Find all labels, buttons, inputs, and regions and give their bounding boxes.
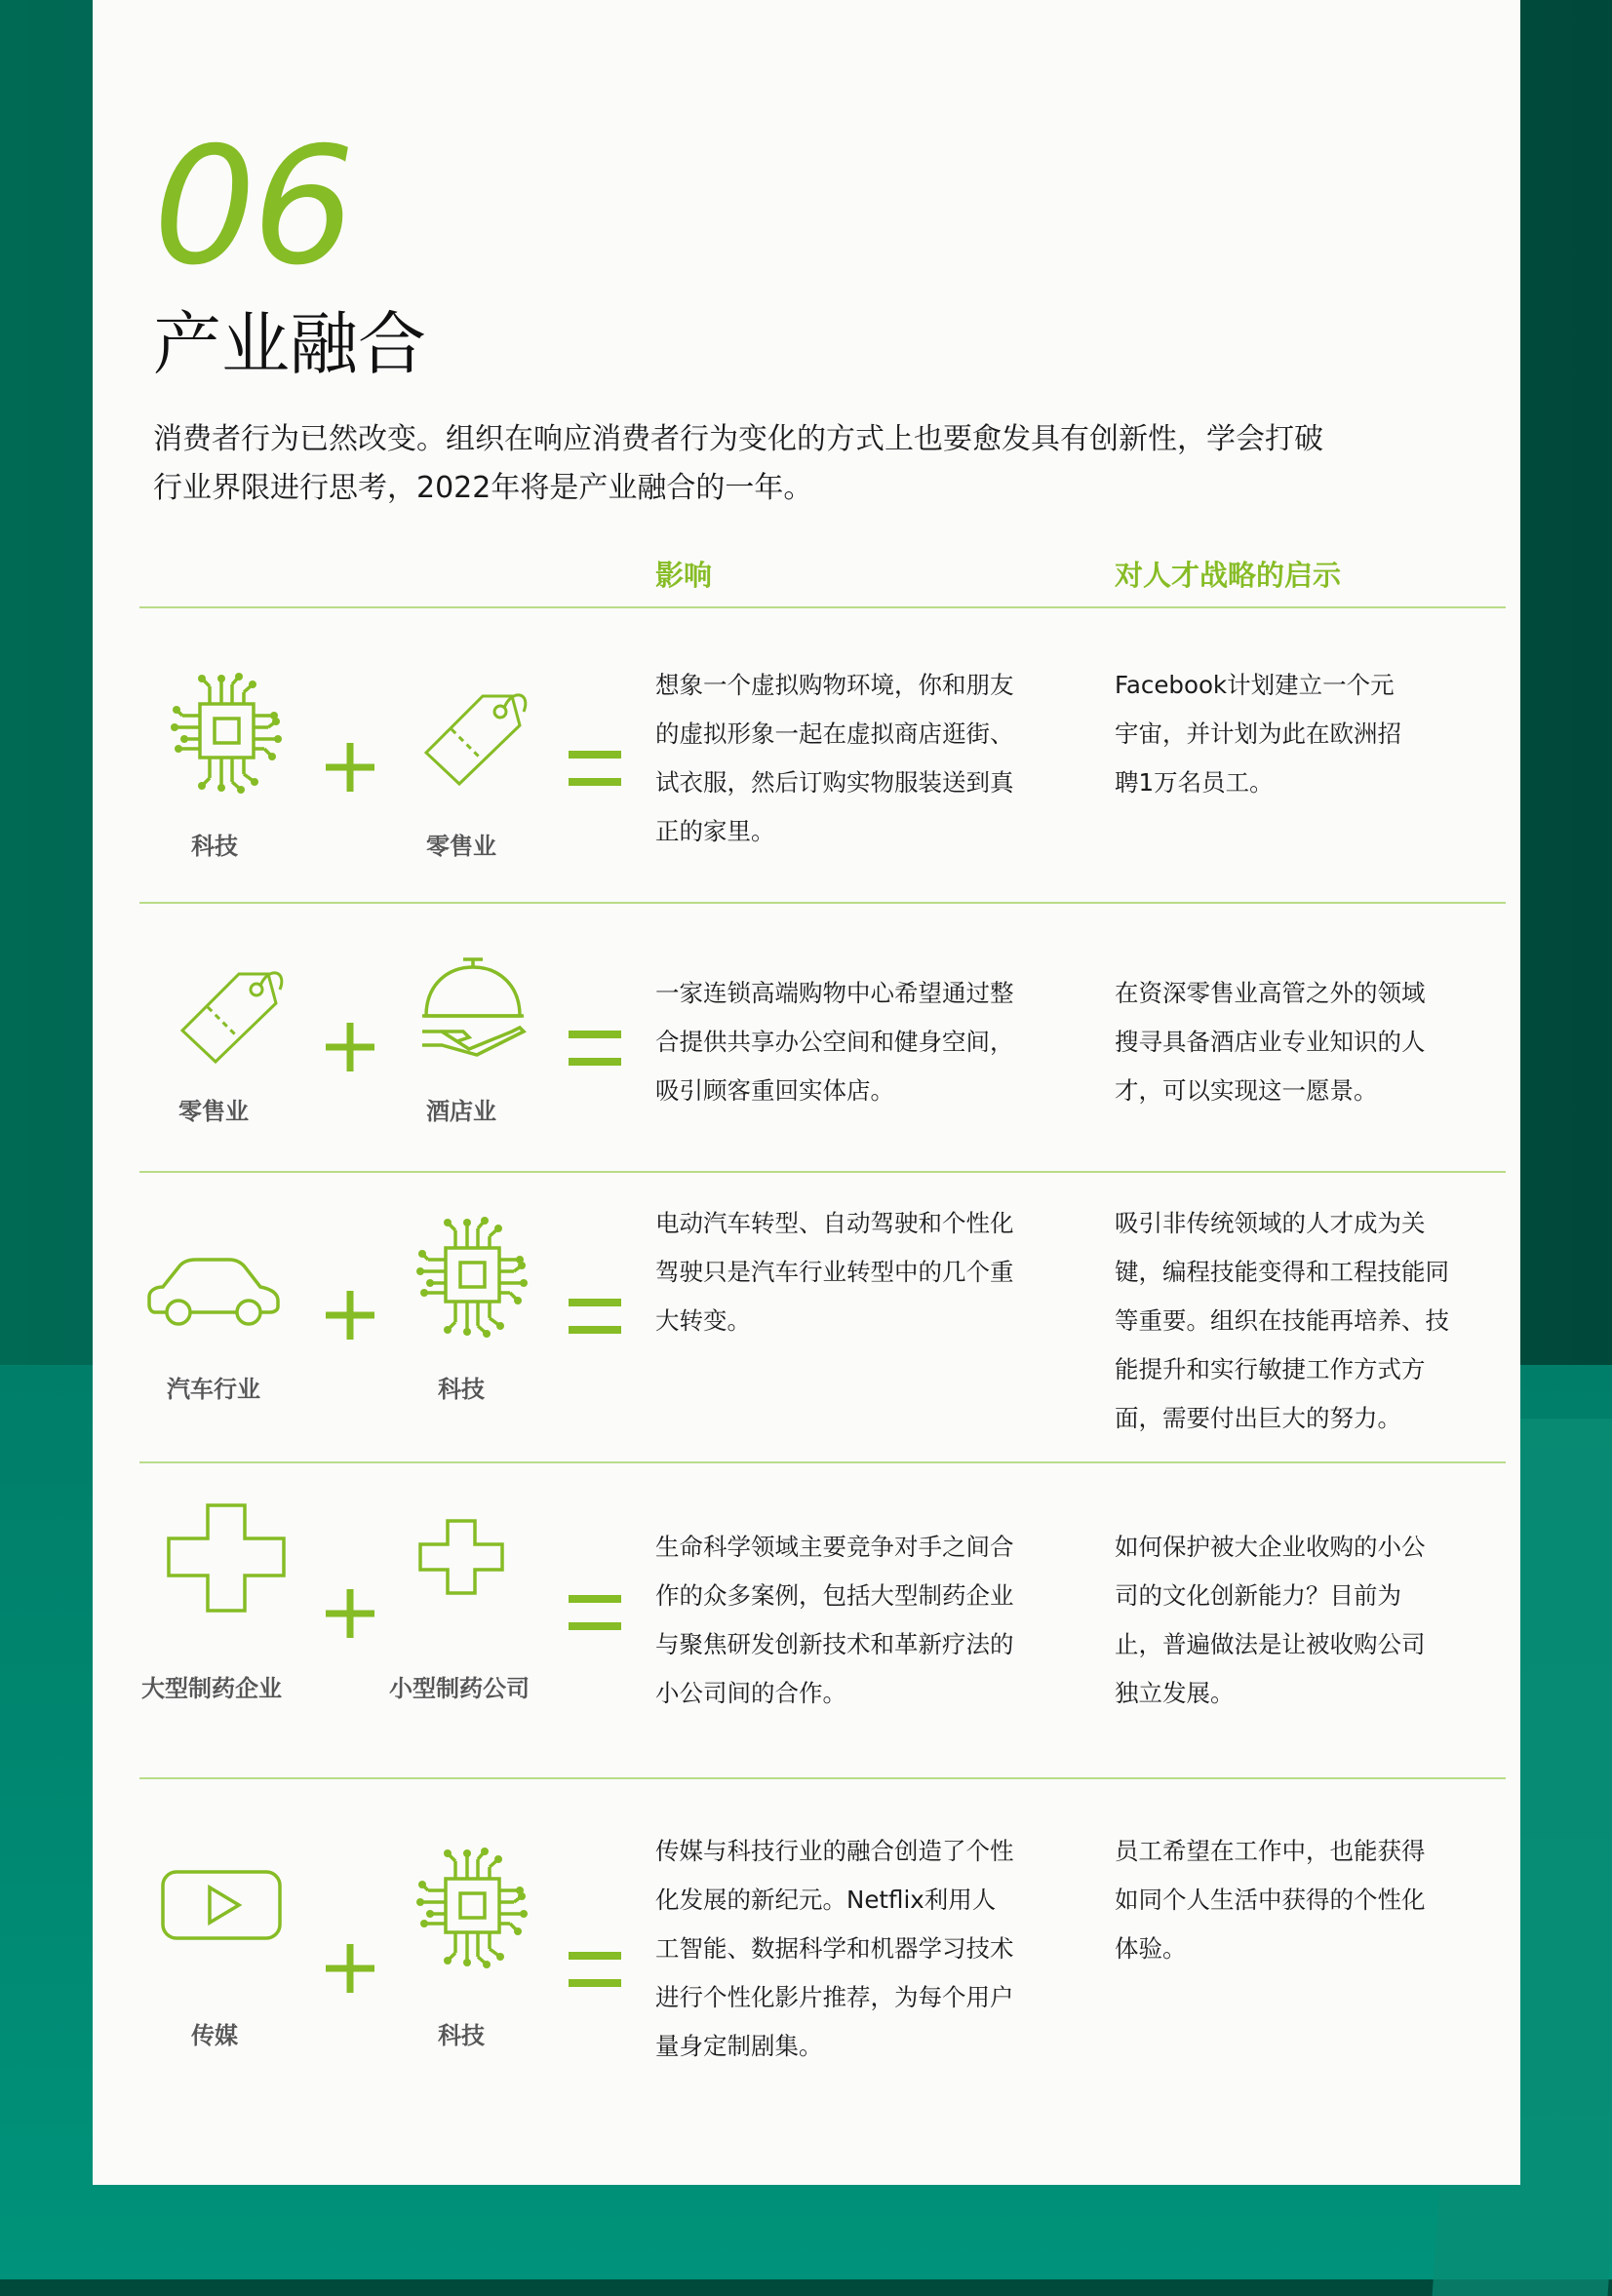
text-line: 作的众多案例，包括大型制药企业	[655, 1581, 1014, 1610]
impact-text	[655, 1827, 1014, 2071]
equals-icon	[569, 1027, 621, 1073]
text-line: 面，需要付出巨大的努力。	[1115, 1404, 1401, 1432]
industry-label: 科技	[438, 1376, 485, 1403]
equals-icon	[569, 1295, 621, 1342]
text-line: 司的文化创新能力？目前为	[1115, 1581, 1401, 1610]
text-line: 宇宙，并计划为此在欧洲招	[1115, 720, 1401, 748]
chip-icon	[416, 1848, 529, 1969]
impact-text	[655, 1523, 1014, 1718]
text-line: 的虚拟形象一起在虚拟商店逛街、	[655, 720, 1014, 748]
text-line: Facebook计划建立一个元	[1115, 671, 1395, 699]
plus-icon	[324, 741, 376, 798]
play-button-icon	[161, 1870, 282, 1940]
industry-label: 酒店业	[426, 1098, 496, 1125]
text-line: 键，编程技能变得和工程技能同	[1115, 1258, 1449, 1286]
divider	[139, 1461, 1506, 1463]
text-line: 才，可以实现这一愿景。	[1115, 1076, 1378, 1105]
intro-paragraph	[153, 415, 1421, 513]
divider	[139, 1171, 1506, 1173]
text-line: 等重要。组织在技能再培养、技	[1115, 1306, 1449, 1335]
impact-text	[655, 969, 1014, 1115]
plus-icon	[324, 1021, 376, 1077]
divider	[139, 1777, 1506, 1779]
small-cross-icon	[418, 1519, 504, 1595]
text-line: 吸引顾客重回实体店。	[655, 1076, 894, 1105]
text-line: 体验。	[1115, 1934, 1187, 1963]
talent-text	[1115, 969, 1426, 1115]
text-line: 正的家里。	[655, 817, 775, 845]
car-icon	[147, 1258, 280, 1328]
text-line: 如何保护被大企业收购的小公	[1115, 1533, 1426, 1561]
text-line: 止，普遍做法是让被收购公司	[1115, 1630, 1426, 1658]
talent-text	[1115, 661, 1401, 807]
industry-label: 零售业	[426, 833, 496, 860]
text-line: 与聚焦研发创新技术和革新疗法的	[655, 1630, 1014, 1658]
text-line: 能提升和实行敏捷工作方式方	[1115, 1355, 1426, 1383]
plus-icon	[324, 1289, 376, 1345]
industry-label: 汽车行业	[167, 1376, 260, 1403]
divider	[139, 606, 1506, 608]
large-cross-icon	[167, 1503, 286, 1613]
text-line: 员工希望在工作中，也能获得	[1115, 1837, 1426, 1865]
talent-text	[1115, 1523, 1426, 1718]
chip-icon	[171, 673, 283, 795]
industry-label: 科技	[191, 833, 238, 860]
talent-text	[1115, 1827, 1426, 1973]
text-line: 电动汽车转型、自动驾驶和个性化	[655, 1209, 1014, 1237]
intro-line: 消费者行为已然改变。组织在响应消费者行为变化的方式上也要愈发具有创新性，学会打破	[153, 422, 1323, 456]
equals-icon	[569, 1591, 621, 1638]
talent-text	[1115, 1199, 1449, 1443]
text-line: 聘1万名员工。	[1115, 768, 1274, 797]
price-tag-icon	[178, 960, 288, 1068]
column-header-impact: 影响	[655, 559, 713, 592]
divider	[139, 902, 1506, 904]
content-card	[93, 0, 1520, 2185]
section-title: 产业融合	[153, 304, 426, 384]
text-line: 驾驶只是汽车行业转型中的几个重	[655, 1258, 1014, 1286]
text-line: 一家连锁高端购物中心希望通过整	[655, 979, 1014, 1007]
text-line: 小公司间的合作。	[655, 1679, 846, 1707]
column-header-talent: 对人才战略的启示	[1115, 559, 1342, 592]
industry-label: 零售业	[178, 1098, 249, 1125]
text-line: 大转变。	[655, 1306, 751, 1335]
text-line: 传媒与科技行业的融合创造了个性	[655, 1837, 1014, 1865]
intro-line: 行业界限进行思考，2022年将是产业融合的一年。	[153, 471, 813, 505]
text-line: 量身定制剧集。	[655, 2032, 823, 2060]
impact-text	[655, 1199, 1014, 1345]
price-tag-icon	[422, 682, 531, 790]
cloche-icon	[418, 955, 528, 1061]
text-line: 搜寻具备酒店业专业知识的人	[1115, 1028, 1426, 1056]
text-line: 独立发展。	[1115, 1679, 1235, 1707]
equals-icon	[569, 1948, 621, 1995]
section-number: 06	[153, 113, 352, 301]
industry-label: 科技	[438, 2022, 485, 2049]
impact-text	[655, 661, 1014, 856]
plus-icon	[324, 1587, 376, 1644]
text-line: 试衣服，然后订购实物服装送到真	[655, 768, 1014, 797]
text-line: 想象一个虚拟购物环境，你和朋友	[655, 671, 1014, 699]
text-line: 如同个人生活中获得的个性化	[1115, 1886, 1426, 1914]
text-line: 合提供共享办公空间和健身空间，	[655, 1028, 1014, 1056]
chip-icon	[416, 1217, 529, 1339]
plus-icon	[324, 1942, 376, 1999]
text-line: 吸引非传统领域的人才成为关	[1115, 1209, 1426, 1237]
industry-label: 小型制药公司	[389, 1675, 530, 1702]
text-line: 在资深零售业高管之外的领域	[1115, 979, 1426, 1007]
industry-label: 传媒	[191, 2022, 238, 2049]
text-line: 工智能、数据科学和机器学习技术	[655, 1934, 1014, 1963]
industry-label: 大型制药企业	[141, 1675, 282, 1702]
text-line: 进行个性化影片推荐，为每个用户	[655, 1983, 1014, 2011]
text-line: 化发展的新纪元。Netflix利用人	[655, 1886, 997, 1914]
text-line: 生命科学领域主要竞争对手之间合	[655, 1533, 1014, 1561]
equals-icon	[569, 747, 621, 794]
